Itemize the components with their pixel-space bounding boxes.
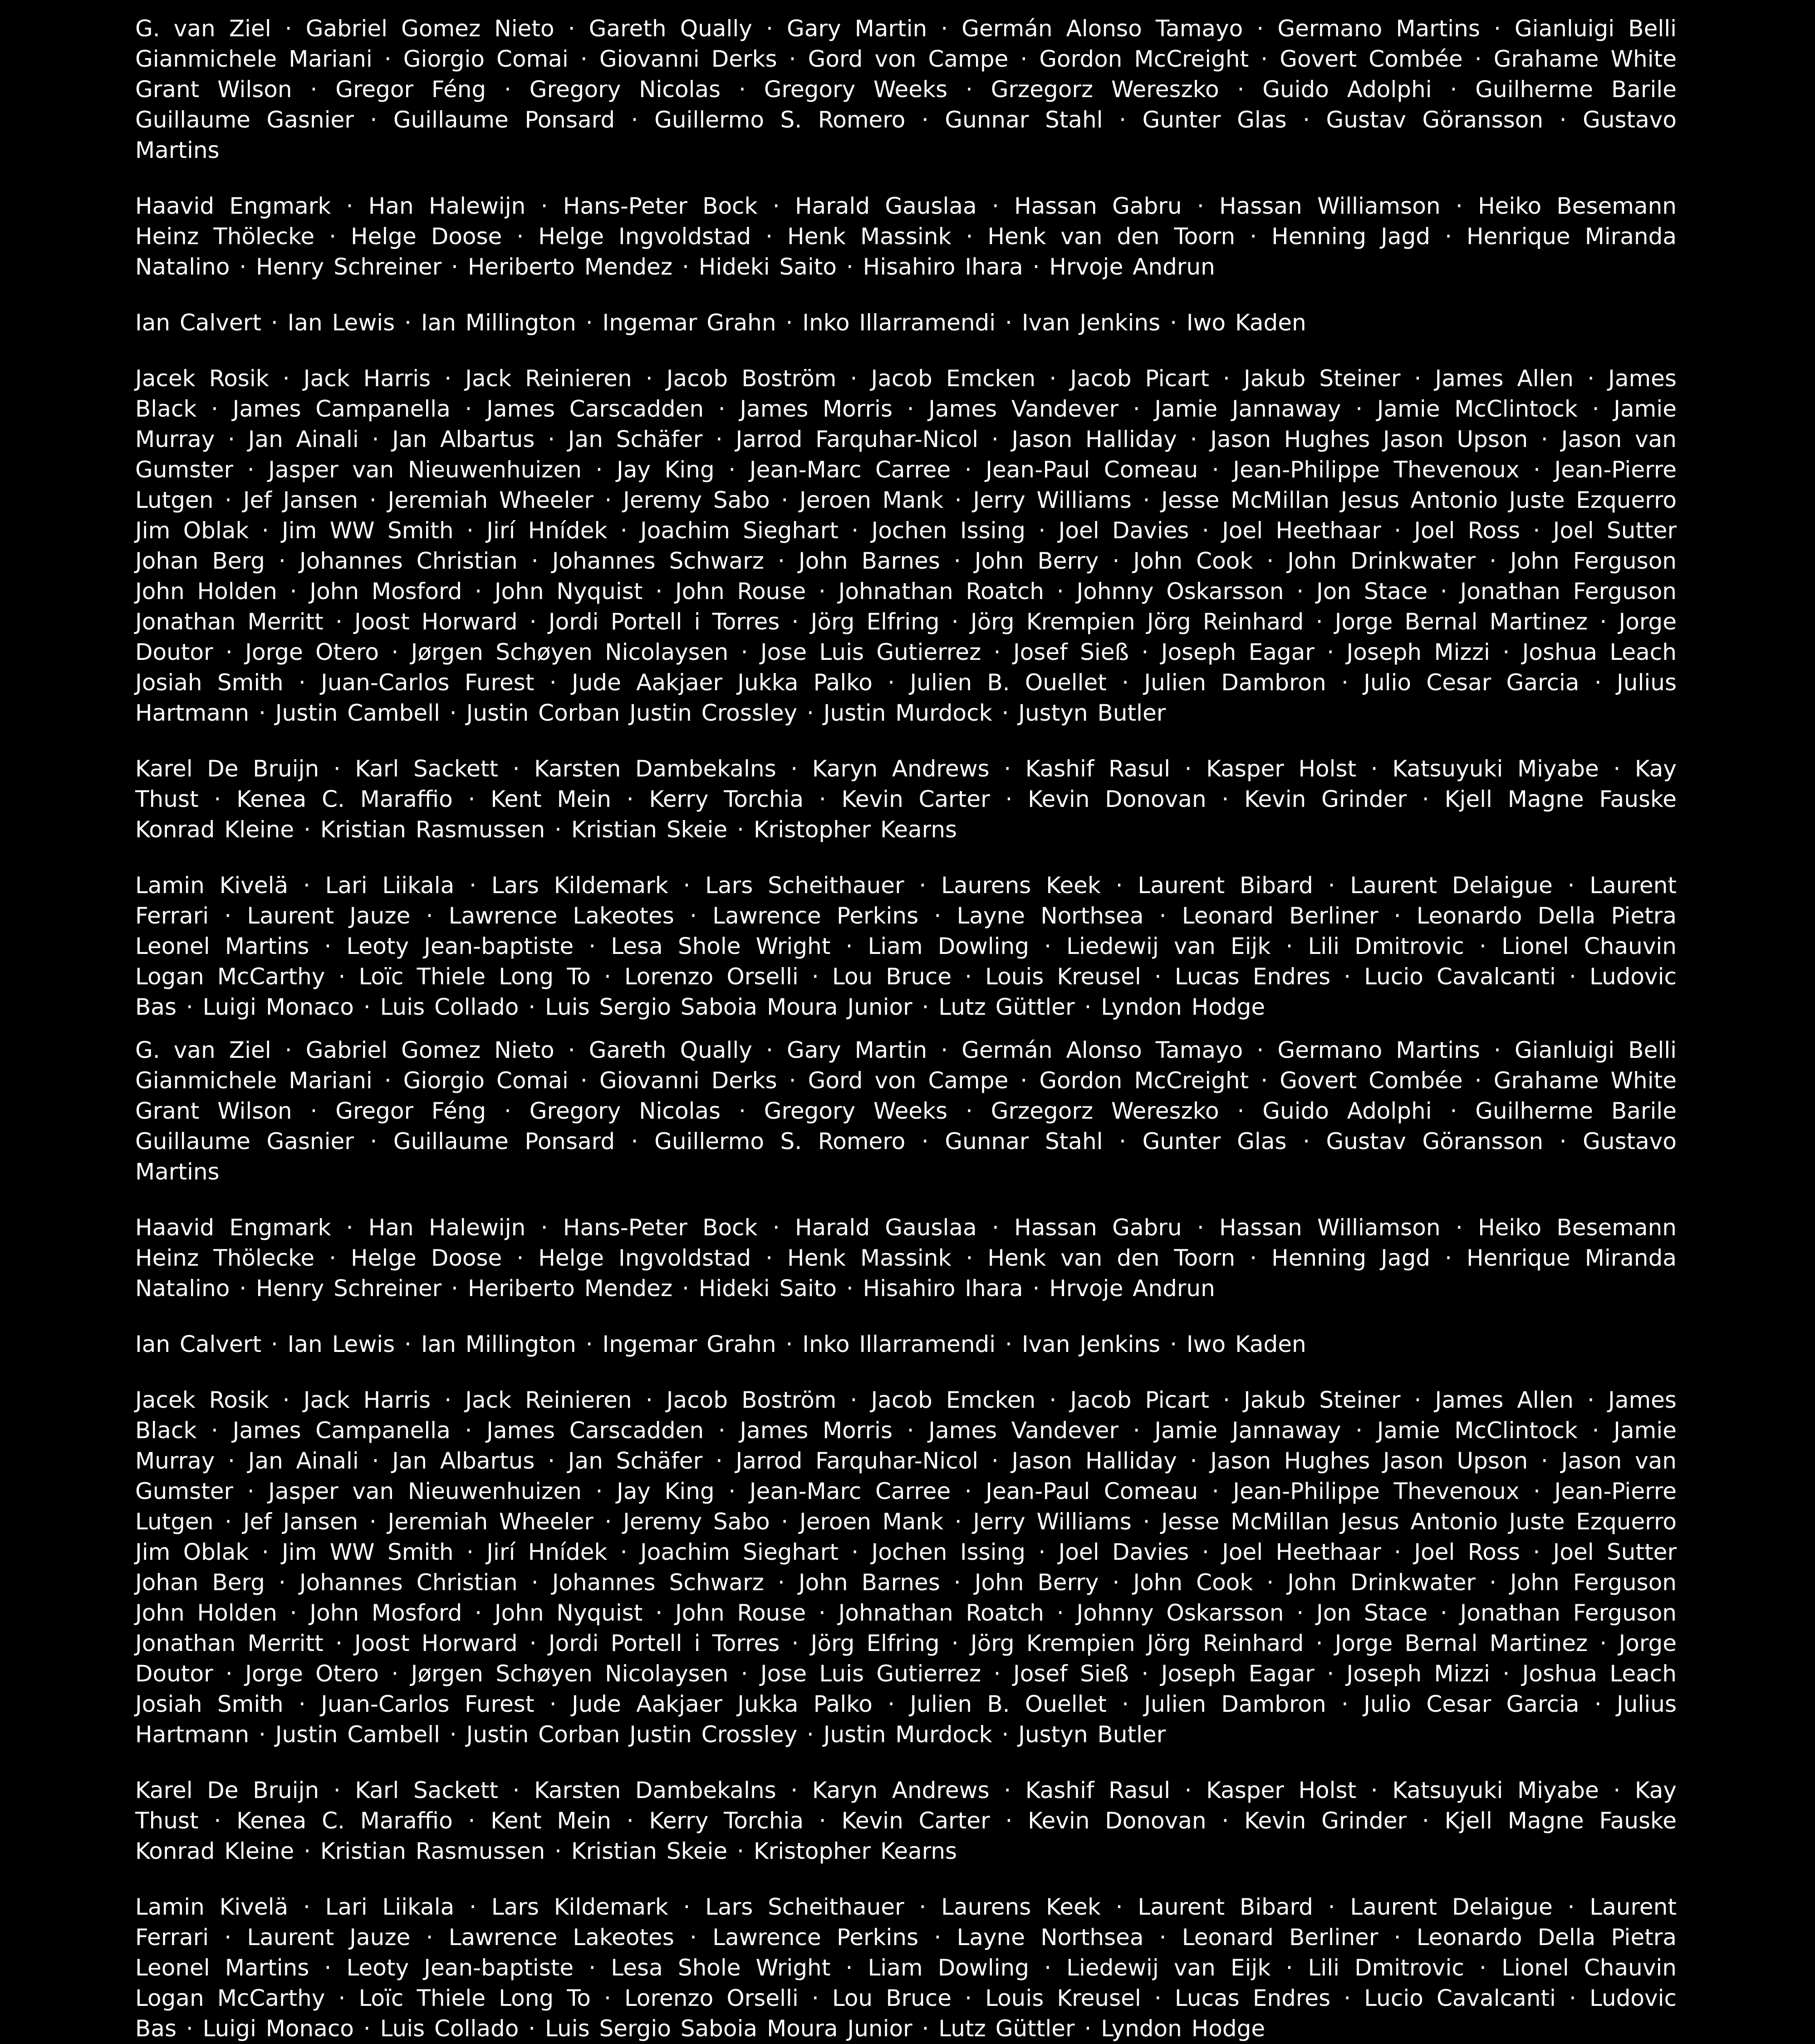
credit-line: Gumster · Jasper van Nieuwenhuizen · Jay King · Jean-Marc Carree · Jean-Paul Comeau · Jean-Philippe Thevenoux · Jean-Pierre bbox=[135, 1478, 1677, 1504]
credit-line: Johan Berg · Johannes Christian · Johannes Schwarz · John Barnes · John Berry · John Cook · John Drinkwater · John Ferguson bbox=[135, 1569, 1677, 1596]
credit-line: Lutgen · Jef Jansen · Jeremiah Wheeler · Jeremy Sabo · Jeroen Mank · Jerry Williams · Jesse McMillan Jesus Antonio Juste Ezquerro bbox=[135, 1508, 1677, 1535]
credit-line: Johan Berg · Johannes Christian · Johannes Schwarz · John Barnes · John Berry · John Cook · John Drinkwater · John Ferguson bbox=[135, 548, 1677, 574]
credit-line: Haavid Engmark · Han Halewijn · Hans-Peter Bock · Harald Gauslaa · Hassan Gabru · Hassan Williamson · Heiko Besemann bbox=[135, 1214, 1677, 1241]
credit-line: Hartmann · Justin Cambell · Justin Corban Justin Crossley · Justin Murdock · Justyn Butler bbox=[135, 1721, 1166, 1748]
credit-line: Gumster · Jasper van Nieuwenhuizen · Jay King · Jean-Marc Carree · Jean-Paul Comeau · Jean-Philippe Thevenoux · Jean-Pierre bbox=[135, 457, 1677, 483]
credit-line: John Holden · John Mosford · John Nyquist · John Rouse · Johnathan Roatch · Johnny Oskarsson · Jon Stace · Jonathan Ferguson bbox=[135, 1600, 1677, 1626]
credits-half-2 bbox=[135, 1035, 1677, 2044]
credit-line: Ian Calvert · Ian Lewis · Ian Millington · Ingemar Grahn · Inko Illarramendi · Ivan Jenkins · Iwo Kaden bbox=[135, 310, 1306, 336]
credit-line: Ferrari · Laurent Jauze · Lawrence Lakeotes · Lawrence Perkins · Layne Northsea · Leonard Berliner · Leonardo Della Pietra bbox=[135, 903, 1677, 929]
credit-line: Josiah Smith · Juan-Carlos Furest · Jude Aakjaer Jukka Palko · Julien B. Ouellet · Julien Dambron · Julio Cesar Garcia · Julius bbox=[135, 669, 1677, 696]
credit-line: Gianmichele Mariani · Giorgio Comai · Giovanni Derks · Gord von Campe · Gordon McCreight · Govert Combée · Grahame White bbox=[135, 1067, 1677, 1094]
credit-line: Black · James Campanella · James Carscadden · James Morris · James Vandever · Jamie Jannaway · Jamie McClintock · Jamie bbox=[135, 396, 1677, 422]
credit-line: Leonel Martins · Leoty Jean-baptiste · Lesa Shole Wright · Liam Dowling · Liedewij van Eijk · Lili Dmitrovic · Lionel Chauvin bbox=[135, 933, 1677, 959]
credit-line: Josiah Smith · Juan-Carlos Furest · Jude Aakjaer Jukka Palko · Julien B. Ouellet · Julien Dambron · Julio Cesar Garcia · Julius bbox=[135, 1691, 1677, 1717]
credits-paragraph-names-h bbox=[135, 191, 1677, 282]
credits-paragraph-names-k bbox=[135, 1775, 1677, 1867]
credit-line: Konrad Kleine · Kristian Rasmussen · Kristian Skeie · Kristopher Kearns bbox=[135, 1838, 957, 1864]
credits-half-1 bbox=[135, 14, 1677, 1022]
credit-line: Jonathan Merritt · Joost Horward · Jordi Portell i Torres · Jörg Elfring · Jörg Krempien Jörg Reinhard · Jorge Bernal Martinez · Jorge bbox=[135, 609, 1677, 635]
credit-line: Ferrari · Laurent Jauze · Lawrence Lakeotes · Lawrence Perkins · Layne Northsea · Leonard Berliner · Leonardo Della Pietra bbox=[135, 1924, 1677, 1951]
credit-line: Lamin Kivelä · Lari Liikala · Lars Kildemark · Lars Scheithauer · Laurens Keek · Laurent Bibard · Laurent Delaigue · Laurent bbox=[135, 1894, 1677, 1920]
credit-line: Jim Oblak · Jim WW Smith · Jirí Hnídek · Joachim Sieghart · Jochen Issing · Joel Davies · Joel Heethaar · Joel Ross · Joel Sutter bbox=[135, 517, 1677, 544]
credit-line: Heinz Thölecke · Helge Doose · Helge Ingvoldstad · Henk Massink · Henk van den Toorn · Henning Jagd · Henrique Miranda bbox=[135, 223, 1677, 250]
credits-list bbox=[135, 14, 1677, 2044]
credit-line: Lutgen · Jef Jansen · Jeremiah Wheeler · Jeremy Sabo · Jeroen Mank · Jerry Williams · Jesse McMillan Jesus Antonio Juste Ezquerro bbox=[135, 487, 1677, 513]
credit-line: Martins bbox=[135, 1159, 220, 1185]
credits-paragraph-names-g bbox=[135, 14, 1677, 166]
credit-line: Jacek Rosik · Jack Harris · Jack Reinieren · Jacob Boström · Jacob Emcken · Jacob Picart · Jakub Steiner · James Allen · James bbox=[135, 1387, 1677, 1413]
credits-paragraph-names-j bbox=[135, 364, 1677, 728]
credit-line: Natalino · Henry Schreiner · Heriberto Mendez · Hideki Saito · Hisahiro Ihara · Hrvoje Andrun bbox=[135, 1275, 1215, 1302]
credits-paragraph-names-k bbox=[135, 754, 1677, 845]
credit-line: Murray · Jan Ainali · Jan Albartus · Jan Schäfer · Jarrod Farquhar-Nicol · Jason Halliday · Jason Hughes Jason Upson · Jason van bbox=[135, 426, 1677, 452]
credit-line: Heinz Thölecke · Helge Doose · Helge Ingvoldstad · Henk Massink · Henk van den Toorn · Henning Jagd · Henrique Miranda bbox=[135, 1245, 1677, 1271]
credit-line: Natalino · Henry Schreiner · Heriberto Mendez · Hideki Saito · Hisahiro Ihara · Hrvoje Andrun bbox=[135, 254, 1215, 280]
credit-line: Karel De Bruijn · Karl Sackett · Karsten Dambekalns · Karyn Andrews · Kashif Rasul · Kasper Holst · Katsuyuki Miyabe · Kay bbox=[135, 756, 1677, 782]
credits-paragraph-names-g bbox=[135, 1035, 1677, 1187]
credits-paragraph-names-l bbox=[135, 870, 1677, 1022]
credit-line: Haavid Engmark · Han Halewijn · Hans-Peter Bock · Harald Gauslaa · Hassan Gabru · Hassan Williamson · Heiko Besemann bbox=[135, 193, 1677, 219]
credit-line: Jacek Rosik · Jack Harris · Jack Reinieren · Jacob Boström · Jacob Emcken · Jacob Picart · Jakub Steiner · James Allen · James bbox=[135, 365, 1677, 392]
credit-line: Grant Wilson · Gregor Féng · Gregory Nicolas · Gregory Weeks · Grzegorz Wereszko · Guido Adolphi · Guilherme Barile bbox=[135, 1098, 1677, 1124]
credit-line: Konrad Kleine · Kristian Rasmussen · Kristian Skeie · Kristopher Kearns bbox=[135, 816, 957, 843]
credit-line: Jim Oblak · Jim WW Smith · Jirí Hnídek · Joachim Sieghart · Jochen Issing · Joel Davies · Joel Heethaar · Joel Ross · Joel Sutter bbox=[135, 1539, 1677, 1565]
credit-line: Logan McCarthy · Loïc Thiele Long To · Lorenzo Orselli · Lou Bruce · Louis Kreusel · Lucas Endres · Lucio Cavalcanti · Ludovic bbox=[135, 1985, 1677, 2011]
credits-paragraph-names-i bbox=[135, 308, 1677, 338]
credit-line: Lamin Kivelä · Lari Liikala · Lars Kildemark · Lars Scheithauer · Laurens Keek · Laurent Bibard · Laurent Delaigue · Laurent bbox=[135, 872, 1677, 899]
credit-line: Murray · Jan Ainali · Jan Albartus · Jan Schäfer · Jarrod Farquhar-Nicol · Jason Halliday · Jason Hughes Jason Upson · Jason van bbox=[135, 1448, 1677, 1474]
credit-line: John Holden · John Mosford · John Nyquist · John Rouse · Johnathan Roatch · Johnny Oskarsson · Jon Stace · Jonathan Ferguson bbox=[135, 578, 1677, 604]
credit-line: Doutor · Jorge Otero · Jørgen Schøyen Nicolaysen · Jose Luis Gutierrez · Josef Sieß · Joseph Eagar · Joseph Mizzi · Joshua Leach bbox=[135, 1661, 1677, 1687]
credit-line: Grant Wilson · Gregor Féng · Gregory Nicolas · Gregory Weeks · Grzegorz Wereszko · Guido Adolphi · Guilherme Barile bbox=[135, 76, 1677, 103]
credits-paragraph-names-j bbox=[135, 1385, 1677, 1750]
credit-line: Doutor · Jorge Otero · Jørgen Schøyen Nicolaysen · Jose Luis Gutierrez · Josef Sieß · Joseph Eagar · Joseph Mizzi · Joshua Leach bbox=[135, 639, 1677, 665]
credits-paragraph-names-i bbox=[135, 1329, 1677, 1360]
credit-line: Guillaume Gasnier · Guillaume Ponsard · Guillermo S. Romero · Gunnar Stahl · Gunter Glas · Gustav Göransson · Gustavo bbox=[135, 1128, 1677, 1155]
credit-line: Gianmichele Mariani · Giorgio Comai · Giovanni Derks · Gord von Campe · Gordon McCreight · Govert Combée · Grahame White bbox=[135, 46, 1677, 72]
credit-line: Bas · Luigi Monaco · Luis Collado · Luis Sergio Saboia Moura Junior · Lutz Güttler · Lyndon Hodge bbox=[135, 994, 1266, 1020]
credit-line: Logan McCarthy · Loïc Thiele Long To · Lorenzo Orselli · Lou Bruce · Louis Kreusel · Lucas Endres · Lucio Cavalcanti · Ludovic bbox=[135, 963, 1677, 990]
credits-paragraph-names-h bbox=[135, 1213, 1677, 1304]
credit-line: Black · James Campanella · James Carscadden · James Morris · James Vandever · Jamie Jannaway · Jamie McClintock · Jamie bbox=[135, 1417, 1677, 1444]
credit-line: Hartmann · Justin Cambell · Justin Corban Justin Crossley · Justin Murdock · Justyn Butler bbox=[135, 700, 1166, 726]
credit-line: Jonathan Merritt · Joost Horward · Jordi Portell i Torres · Jörg Elfring · Jörg Krempien Jörg Reinhard · Jorge Bernal Martinez · Jorge bbox=[135, 1630, 1677, 1656]
credit-line: Bas · Luigi Monaco · Luis Collado · Luis Sergio Saboia Moura Junior · Lutz Güttler · Lyndon Hodge bbox=[135, 2015, 1266, 2042]
credit-line: Karel De Bruijn · Karl Sackett · Karsten Dambekalns · Karyn Andrews · Kashif Rasul · Kasper Holst · Katsuyuki Miyabe · Kay bbox=[135, 1777, 1677, 1803]
credit-line: Thust · Kenea C. Maraffio · Kent Mein · Kerry Torchia · Kevin Carter · Kevin Donovan · Kevin Grinder · Kjell Magne Fauske bbox=[135, 786, 1677, 812]
credit-line: Leonel Martins · Leoty Jean-baptiste · Lesa Shole Wright · Liam Dowling · Liedewij van Eijk · Lili Dmitrovic · Lionel Chauvin bbox=[135, 1955, 1677, 1981]
credit-line: G. van Ziel · Gabriel Gomez Nieto · Gareth Qually · Gary Martin · Germán Alonso Tamayo · Germano Martins · Gianluigi Belli bbox=[135, 1037, 1677, 1063]
credit-line: G. van Ziel · Gabriel Gomez Nieto · Gareth Qually · Gary Martin · Germán Alonso Tamayo · Germano Martins · Gianluigi Belli bbox=[135, 15, 1677, 42]
credit-line: Ian Calvert · Ian Lewis · Ian Millington · Ingemar Grahn · Inko Illarramendi · Ivan Jenkins · Iwo Kaden bbox=[135, 1331, 1306, 1357]
credit-line: Martins bbox=[135, 137, 220, 163]
credit-line: Thust · Kenea C. Maraffio · Kent Mein · Kerry Torchia · Kevin Carter · Kevin Donovan · Kevin Grinder · Kjell Magne Fauske bbox=[135, 1808, 1677, 1834]
credit-line: Guillaume Gasnier · Guillaume Ponsard · Guillermo S. Romero · Gunnar Stahl · Gunter Glas · Gustav Göransson · Gustavo bbox=[135, 107, 1677, 133]
credits-paragraph-names-l bbox=[135, 1892, 1677, 2044]
